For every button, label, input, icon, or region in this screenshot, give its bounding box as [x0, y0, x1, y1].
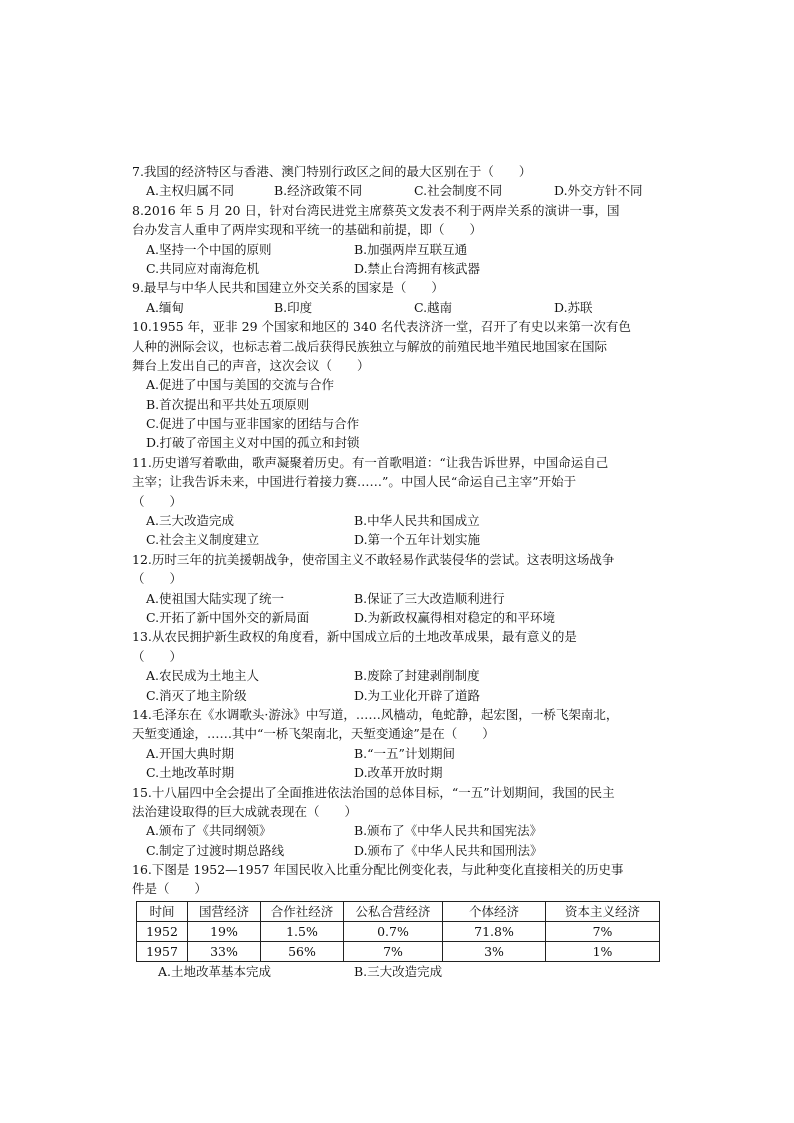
question-stem: 主宰；让我告诉未来，中国进行着接力赛……”。中国人民“命运自己主宰”开始于 [132, 474, 577, 490]
question-list [132, 162, 672, 981]
question-stem: 法治建设取得的巨大成就表现在（ ） [132, 803, 358, 819]
option-b[interactable]: B.印度 [274, 299, 313, 315]
table-cell: 7% [344, 941, 443, 961]
table-header-cell: 国营经济 [188, 901, 261, 921]
option-a[interactable]: A.土地改革基本完成 [158, 963, 272, 979]
option-row [132, 821, 672, 840]
option-row [132, 763, 672, 782]
option-row [132, 744, 672, 763]
option-b[interactable]: B.保证了三大改造顺利进行 [354, 590, 505, 606]
option-b[interactable]: B.加强两岸互联互通 [354, 241, 468, 257]
question-stem: （ ） [132, 648, 183, 664]
question-8 [132, 201, 672, 279]
option-b[interactable]: B.首次提出和平共处五项原则 [146, 396, 310, 412]
option-c[interactable]: C.开拓了新中国外交的新局面 [146, 609, 310, 625]
option-d[interactable]: D.禁止台湾拥有核武器 [354, 260, 481, 276]
question-stem: 件是（ ） [132, 881, 208, 897]
question-stem: （ ） [132, 493, 183, 509]
table-cell: 7% [546, 921, 660, 941]
option-c[interactable]: C.越南 [414, 299, 453, 315]
income-ratio-table [136, 901, 660, 962]
question-stem: 13.从农民拥护新生政权的角度看，新中国成立后的土地改革成果，最有意义的是 [132, 629, 577, 645]
table-header-cell: 时间 [137, 901, 188, 921]
option-row [132, 395, 672, 414]
option-c[interactable]: C.促进了中国与亚非国家的团结与合作 [146, 416, 360, 432]
question-stem: 15.十八届四中全会提出了全面推进依法治国的总体目标，“一五”计划期间，我国的民主 [132, 784, 615, 800]
table-cell: 56% [261, 941, 344, 961]
option-b[interactable]: B.颁布了《中华人民共和国宪法》 [354, 823, 543, 839]
option-d[interactable]: D.苏联 [554, 299, 593, 315]
option-row [132, 298, 672, 317]
table-row [137, 921, 660, 941]
question-stem: 10.1955 年，亚非 29 个国家和地区的 340 名代表济济一堂，召开了有史以来第一次有色 [132, 319, 631, 335]
option-row [132, 666, 672, 685]
table-cell: 19% [188, 921, 261, 941]
question-16 [132, 860, 672, 981]
option-b[interactable]: B.经济政策不同 [274, 183, 363, 199]
question-stem: 天堑变通途，……其中“一桥飞架南北，天堑变通途”是在（ ） [132, 726, 495, 742]
option-c[interactable]: C.社会主义制度建立 [146, 532, 260, 548]
option-a[interactable]: A.坚持一个中国的原则 [146, 241, 272, 257]
question-stem: 9.最早与中华人民共和国建立外交关系的国家是（ ） [132, 280, 444, 296]
option-c[interactable]: C.共同应对南海危机 [146, 260, 260, 276]
option-a[interactable]: A.缅甸 [146, 299, 185, 315]
table-header-cell: 公私合营经济 [344, 901, 443, 921]
table-cell: 1957 [137, 941, 188, 961]
question-11 [132, 453, 672, 550]
option-b[interactable]: B.废除了封建剥削制度 [354, 668, 480, 684]
option-d[interactable]: D.外交方针不同 [554, 183, 643, 199]
question-stem: 舞台上发出自己的声音，这次会议（ ） [132, 357, 370, 373]
question-stem: 12.历时三年的抗美援朝战争，使帝国主义不敢轻易作武装侵华的尝试。这表明这场战争 [132, 551, 615, 567]
option-row [132, 240, 672, 259]
question-stem: 人种的洲际会议，也标志着二战后获得民族独立与解放的前殖民地半殖民地国家在国际 [132, 338, 608, 354]
option-d[interactable]: D.第一个五年计划实施 [354, 532, 481, 548]
question-stem: 7.我国的经济特区与香港、澳门特别行政区之间的最大区别在于（ ） [132, 164, 532, 179]
option-row [132, 686, 672, 705]
option-c[interactable]: C.制定了过渡时期总路线 [146, 842, 285, 858]
table-cell: 71.8% [443, 921, 546, 941]
option-row [132, 433, 672, 452]
option-c[interactable]: C.消灭了地主阶级 [146, 687, 247, 703]
option-row [132, 414, 672, 433]
table-cell: 33% [188, 941, 261, 961]
table-header-cell: 合作社经济 [261, 901, 344, 921]
option-row [132, 375, 672, 394]
option-row [132, 608, 672, 627]
table-row [137, 941, 660, 961]
option-d[interactable]: D.为新政权赢得相对稳定的和平环境 [354, 609, 556, 625]
option-row [132, 259, 672, 278]
table-header-cell: 资本主义经济 [546, 901, 660, 921]
option-a[interactable]: A.开国大典时期 [146, 745, 235, 761]
question-stem: 8.2016 年 5 月 20 日，针对台湾民进党主席蔡英文发表不利于两岸关系的演讲一事，国 [132, 202, 620, 218]
option-b[interactable]: B.“一五”计划期间 [354, 745, 455, 761]
option-row [132, 962, 672, 981]
option-a[interactable]: A.主权归属不同 [146, 183, 235, 199]
question-12 [132, 550, 672, 628]
question-14 [132, 705, 672, 783]
option-b[interactable]: B.三大改造完成 [354, 963, 443, 979]
option-c[interactable]: C.土地改革时期 [146, 765, 235, 781]
question-15 [132, 783, 672, 861]
option-a[interactable]: A.三大改造完成 [146, 513, 235, 529]
table-cell: 1% [546, 941, 660, 961]
table-header-cell: 个体经济 [443, 901, 546, 921]
question-stem: 台办发言人重申了两岸实现和平统一的基础和前提，即（ ） [132, 222, 483, 238]
table-cell: 3% [443, 941, 546, 961]
option-row [132, 181, 672, 200]
option-row [132, 530, 672, 549]
question-stem: 14.毛泽东在《水调歌头·游泳》中写道，……风樯动，龟蛇静，起宏图，一桥飞架南北， [132, 706, 619, 722]
option-d[interactable]: D.打破了帝国主义对中国的孤立和封锁 [146, 435, 360, 451]
option-row [132, 511, 672, 530]
option-c[interactable]: C.社会制度不同 [414, 183, 503, 199]
question-stem: 16.下图是 1952—1957 年国民收入比重分配比例变化表，与此种变化直接相关的历史事 [132, 862, 624, 878]
question-9 [132, 278, 672, 317]
option-a[interactable]: A.促进了中国与美国的交流与合作 [146, 377, 335, 393]
option-a[interactable]: A.颁布了《共同纲领》 [146, 823, 272, 839]
question-7 [132, 162, 672, 201]
option-d[interactable]: D.颁布了《中华人民共和国刑法》 [354, 842, 543, 858]
table-cell: 1.5% [261, 921, 344, 941]
question-10 [132, 317, 672, 453]
option-a[interactable]: A.使祖国大陆实现了统一 [146, 590, 285, 606]
table-header-row [137, 901, 660, 921]
option-b[interactable]: B.中华人民共和国成立 [354, 513, 480, 529]
option-d[interactable]: D.为工业化开辟了道路 [354, 687, 481, 703]
question-stem: （ ） [132, 571, 183, 587]
option-a[interactable]: A.农民成为土地主人 [146, 668, 260, 684]
question-stem: 11.历史谱写着歌曲，歌声凝聚着历史。有一首歌唱道：“让我告诉世界，中国命运自己 [132, 454, 609, 470]
table-cell: 1952 [137, 921, 188, 941]
question-13 [132, 627, 672, 705]
option-row [132, 589, 672, 608]
option-row [132, 841, 672, 860]
table-cell: 0.7% [344, 921, 443, 941]
option-d[interactable]: D.改革开放时期 [354, 765, 443, 781]
